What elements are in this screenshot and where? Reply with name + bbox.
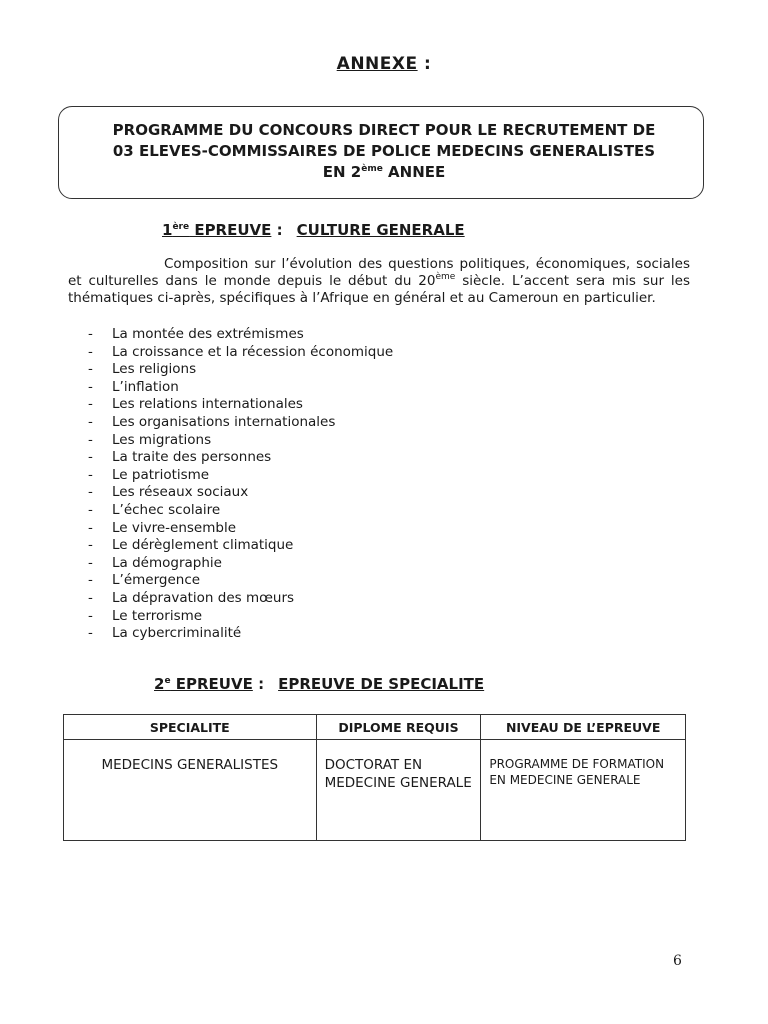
list-item-text: Les relations internationales <box>112 396 303 413</box>
list-item-text: Les religions <box>112 361 197 378</box>
list-item <box>88 572 393 590</box>
epreuve2-label <box>154 675 253 693</box>
list-item <box>88 520 393 538</box>
epreuve2-title: EPREUVE DE SPECIALITE <box>278 675 485 693</box>
list-bullet: - <box>88 378 93 395</box>
epreuve1-title: CULTURE GENERALE <box>296 221 465 239</box>
list-item <box>88 502 393 520</box>
list-item-text: La croissance et la récession économique <box>112 343 394 360</box>
list-bullet: - <box>88 554 93 571</box>
list-item <box>88 537 393 555</box>
programme-line-3 <box>0 163 768 181</box>
list-item-text: Les organisations internationales <box>112 413 336 430</box>
intro-text-2: siècle. L’accent sera mis sur les thématiques ci-après, spécifiques à l’Afrique en général et au Cameroun en particulier. <box>68 273 690 306</box>
list-bullet: - <box>88 519 93 536</box>
annexe-colon: : <box>417 54 432 74</box>
list-item-text: L’inflation <box>112 378 179 395</box>
list-item <box>88 396 393 414</box>
epreuve1-sup: ère <box>172 222 190 232</box>
annexe-heading <box>0 54 768 74</box>
list-item-text: L’échec scolaire <box>112 501 221 518</box>
programme-line-2: 03 ELEVES-COMMISSAIRES DE POLICE MEDECINS GENERALISTES <box>112 142 656 160</box>
table-row <box>64 740 686 841</box>
table-header-row <box>64 715 686 740</box>
list-bullet: - <box>88 343 93 360</box>
epreuve2-sup: e <box>164 676 171 686</box>
epreuve2-word: EPREUVE <box>170 675 253 693</box>
list-item <box>88 608 393 626</box>
epreuve2-heading <box>154 675 484 693</box>
list-bullet: - <box>88 449 93 466</box>
list-item-text: La cybercriminalité <box>112 625 242 642</box>
epreuve1-heading <box>162 221 465 239</box>
epreuve2-num: 2 <box>154 675 165 693</box>
list-item <box>88 432 393 450</box>
list-item-text: Le vivre-ensemble <box>112 519 237 536</box>
programme-line-1: PROGRAMME DU CONCOURS DIRECT POUR LE RECRUTEMENT DE <box>112 121 656 139</box>
list-item-text: Le dérèglement climatique <box>112 537 294 554</box>
epreuve1-intro <box>68 256 690 307</box>
cell-diplome: DOCTORAT EN MEDECINE GENERALE <box>316 740 481 841</box>
programme-line-3-sup: ème <box>361 164 383 174</box>
cell-specialite: MEDECINS GENERALISTES <box>64 740 317 841</box>
list-item-text: La traite des personnes <box>112 449 272 466</box>
list-bullet: - <box>88 625 93 642</box>
list-bullet: - <box>88 484 93 501</box>
list-item-text: Le terrorisme <box>112 607 203 624</box>
annexe-title: ANNEXE <box>336 54 418 74</box>
list-item-text: Les migrations <box>112 431 212 448</box>
table-header-niveau: NIVEAU DE L’EPREUVE <box>481 715 686 740</box>
list-item <box>88 361 393 379</box>
cell-niveau: PROGRAMME DE FORMATION EN MEDECINE GENERALE <box>481 740 686 841</box>
epreuve1-num: 1 <box>162 221 173 239</box>
specialite-table <box>63 714 686 841</box>
list-bullet: - <box>88 413 93 430</box>
epreuve2-colon: : <box>252 675 265 693</box>
list-item-text: La démographie <box>112 554 222 571</box>
list-bullet: - <box>88 589 93 606</box>
intro-text-1: Composition sur l’évolution des questions politiques, économiques, sociales et culturelles dans le monde depuis le début du 20 <box>68 256 690 289</box>
topic-list <box>88 326 393 643</box>
list-item-text: La dépravation des mœurs <box>112 589 295 606</box>
epreuve1-label <box>162 221 271 239</box>
list-item <box>88 555 393 573</box>
table-header-diplome: DIPLOME REQUIS <box>316 715 481 740</box>
list-item-text: L’émergence <box>112 572 201 589</box>
list-bullet: - <box>88 607 93 624</box>
intro-sup: ème <box>435 272 456 282</box>
list-item-text: La montée des extrémismes <box>112 326 304 342</box>
list-item-text: Le patriotisme <box>112 466 210 483</box>
list-bullet: - <box>88 326 93 342</box>
list-bullet: - <box>88 361 93 378</box>
list-bullet: - <box>88 572 93 589</box>
page-number: 6 <box>673 953 682 969</box>
list-item <box>88 590 393 608</box>
list-item <box>88 467 393 485</box>
list-bullet: - <box>88 466 93 483</box>
table-header-specialite: SPECIALITE <box>64 715 317 740</box>
programme-line-3-pre: EN 2 <box>322 163 362 181</box>
list-item <box>88 484 393 502</box>
list-item-text: Les réseaux sociaux <box>112 484 249 501</box>
list-item <box>88 326 393 344</box>
list-bullet: - <box>88 396 93 413</box>
programme-line-3-post: ANNEE <box>382 163 446 181</box>
epreuve1-word: EPREUVE <box>189 221 272 239</box>
list-item <box>88 625 393 643</box>
list-item <box>88 414 393 432</box>
list-item <box>88 379 393 397</box>
list-bullet: - <box>88 431 93 448</box>
list-bullet: - <box>88 537 93 554</box>
list-item <box>88 449 393 467</box>
list-bullet: - <box>88 501 93 518</box>
list-item <box>88 344 393 362</box>
epreuve1-colon: : <box>271 221 283 239</box>
